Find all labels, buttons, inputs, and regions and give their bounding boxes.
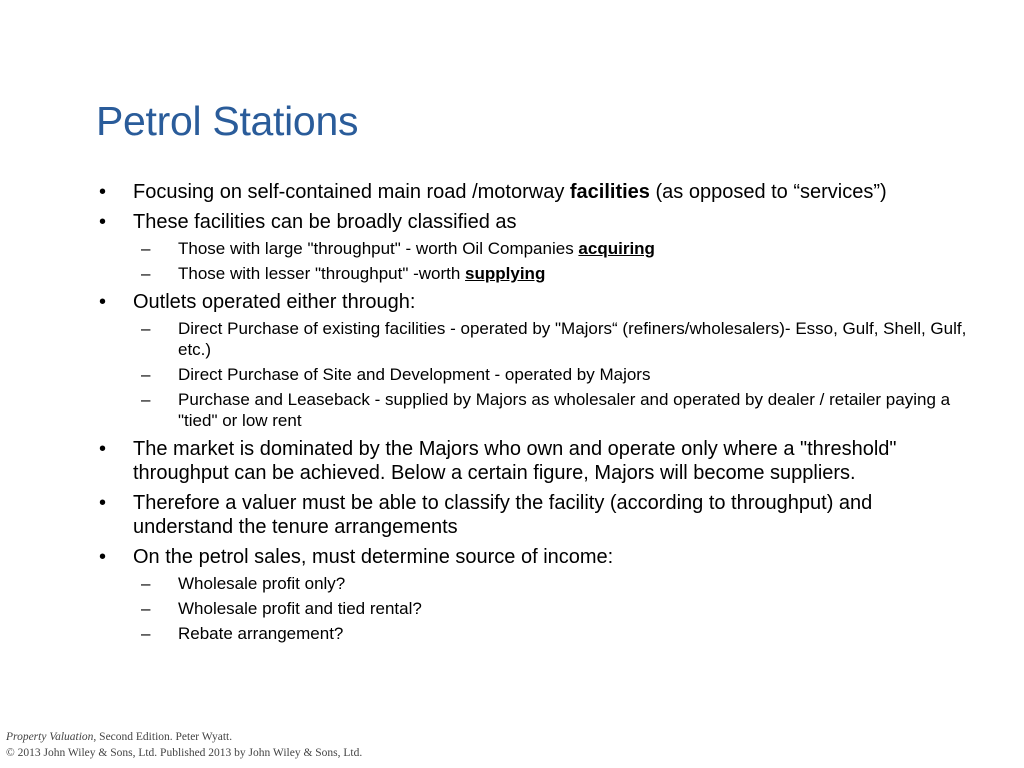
sub-bullet-text: Wholesale profit and tied rental? xyxy=(178,599,422,618)
sub-bullet-large-throughput xyxy=(133,238,976,259)
bullet-income xyxy=(96,545,976,569)
sub-bullet-rebate xyxy=(133,623,976,644)
footer-edition: , Second Edition. Peter Wyatt. xyxy=(93,731,233,743)
sub-bullet-text: Direct Purchase of Site and Development - operated by Majors xyxy=(178,365,651,384)
sub-bullet-leaseback xyxy=(133,389,976,431)
dash-mark: – xyxy=(141,365,151,384)
bullet-valuer xyxy=(96,491,976,539)
bullet-mark: • xyxy=(99,291,107,313)
dash-mark: – xyxy=(141,319,151,338)
footer-line-1 xyxy=(6,729,362,745)
book-title: Property Valuation xyxy=(6,731,94,743)
bullet-mark: • xyxy=(99,211,107,233)
sub-bullet-lesser-throughput xyxy=(133,263,976,284)
supplying-term: supplying xyxy=(465,264,546,283)
bullet-text: Therefore a valuer must be able to classify the facility (according to throughput) and understand the tenure arrangements xyxy=(133,492,873,538)
bullet-mark: • xyxy=(99,438,107,460)
bold-term: facilities xyxy=(569,181,650,203)
dash-mark: – xyxy=(141,599,151,618)
bullet-text-cont: (as opposed to “services”) xyxy=(649,181,887,203)
sub-bullet-text: Those with lesser "throughput" -worth xyxy=(178,264,466,283)
sub-bullet-direct-purchase-site xyxy=(133,364,976,385)
sub-bullet-wholesale-profit xyxy=(133,573,976,594)
bullet-classification xyxy=(96,210,976,234)
dash-mark: – xyxy=(141,624,151,643)
bullet-market xyxy=(96,437,976,485)
dash-mark: – xyxy=(141,390,151,409)
sub-bullet-text: Direct Purchase of existing facilities - operated by "Majors“ (refiners/wholesalers)- Esso, Gulf, Shell, Gulf, etc.) xyxy=(178,319,967,359)
bullet-text: These facilities can be broadly classified as xyxy=(133,211,517,233)
copyright-footer xyxy=(6,729,362,761)
bullet-text: On the petrol sales, must determine source of income: xyxy=(133,546,614,568)
sub-bullet-direct-purchase-existing xyxy=(133,318,976,360)
sub-bullet-text: Rebate arrangement? xyxy=(178,624,344,643)
bullet-mark: • xyxy=(99,181,107,203)
acquiring-term: acquiring xyxy=(578,239,655,258)
dash-mark: – xyxy=(141,264,151,283)
dash-mark: – xyxy=(141,574,151,593)
sub-bullet-wholesale-tied xyxy=(133,598,976,619)
sub-bullet-text: Purchase and Leaseback - supplied by Majors as wholesaler and operated by dealer / retailer paying a "tied" or low rent xyxy=(178,390,951,430)
bullet-facilities xyxy=(96,180,976,204)
dash-mark: – xyxy=(141,239,151,258)
bullet-outlets xyxy=(96,290,976,314)
bullet-text: The market is dominated by the Majors who own and operate only where a "threshold" throughput can be achieved. Below a certain figure, Majors will become suppliers. xyxy=(133,438,897,484)
slide-body xyxy=(96,180,976,644)
bullet-mark: • xyxy=(99,546,107,568)
bullet-text: Focusing on self-contained main road /motorway xyxy=(133,181,570,203)
slide-title: Petrol Stations xyxy=(96,98,359,144)
sub-bullet-text: Those with large "throughput" - worth Oil Companies xyxy=(178,239,579,258)
bullet-mark: • xyxy=(99,492,107,514)
footer-line-2: © 2013 John Wiley & Sons, Ltd. Published 2013 by John Wiley & Sons, Ltd. xyxy=(6,747,363,759)
bullet-text: Outlets operated either through: xyxy=(133,291,416,313)
sub-bullet-text: Wholesale profit only? xyxy=(178,574,346,593)
